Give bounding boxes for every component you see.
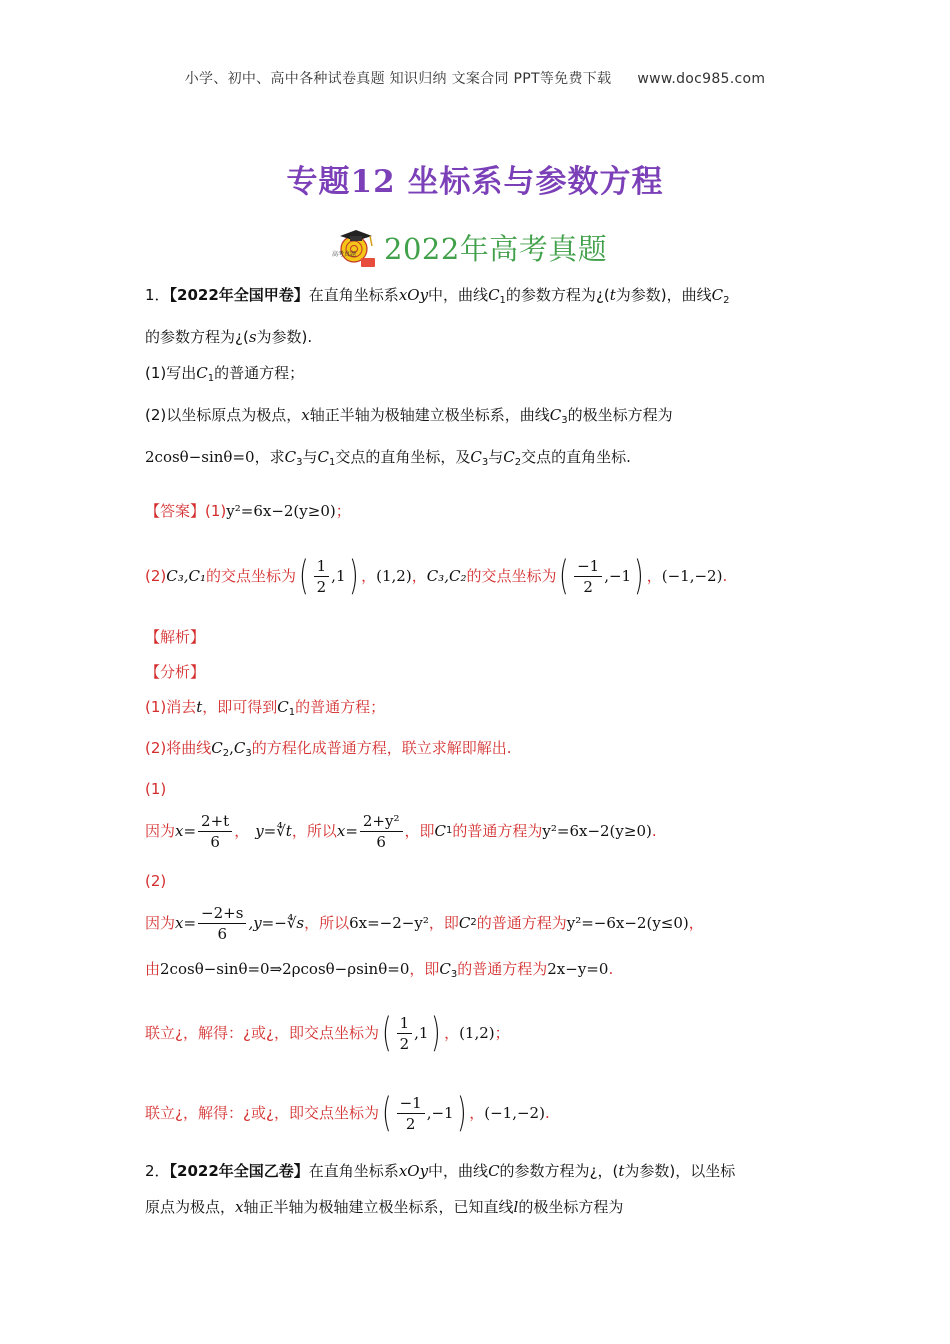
q1-part-2: (2)以坐标原点为极点，x轴正半轴为极轴建立极坐标系，曲线$C_3$的极坐标方程为: [145, 406, 673, 426]
q1-part-2-cont: 2cosθ−sinθ=0，求$C_3$与$C_1$交点的直角坐标，及$C_3$与$C_2$交点的直角坐标.: [145, 448, 631, 468]
q1-line-2: 的参数方程为¿(s为参数).: [145, 328, 313, 346]
page-header: [0, 68, 950, 88]
q2-line-2: 原点为极点，x轴正半轴为极轴建立极坐标系，已知直线l的极坐标方程为: [145, 1198, 624, 1216]
fenxi-label: 【分析】: [145, 663, 206, 681]
banner-text: 2022年高考真题: [384, 231, 608, 266]
solution-2-polar: 由2cosθ−sinθ=0⇒2ρcosθ−ρsinθ=0，即$C_3$的普通方程为2x−y=0.: [145, 960, 614, 980]
page-title: 专题12 坐标系与参数方程: [286, 164, 664, 200]
q1-part-1: (1)写出$C_1$的普通方程；: [145, 364, 305, 384]
q2-line-1: 2．【2022年全国乙卷】在直角坐标系xOy中，曲线C的参数方程为¿，(t为参数)，以坐标: [145, 1162, 736, 1180]
analysis-label: 【解析】: [145, 628, 206, 646]
mascot-caption: 高考真题: [332, 251, 357, 258]
solution-1: 因为 x= $\frac{2+t}{6}$ ， y=∜t ，所以 x= $\frac{\text{2+y²}}{6}$ ，即 C 1 的普通方程为 y²=6x−2(y≥0) .: [145, 811, 657, 851]
header-site-link[interactable]: www.doc985.com: [637, 71, 766, 87]
header-text: 小学、初中、高中各种试卷真题 知识归纳 文案合同 PPT等免费下载: [184, 71, 612, 87]
fenxi-1: (1)消去t，即可得到$C_1$的普通方程；: [145, 698, 386, 718]
scholar-mascot-icon: [330, 224, 380, 270]
answer-line-1: 【答案】(1)y²=6x−2(y≥0)；: [145, 502, 351, 520]
fenxi-2: (2)将曲线$C_2,C_3$的方程化成普通方程，联立求解即解出.: [145, 739, 512, 759]
solution-2-label: (2): [145, 872, 167, 890]
solution-1-label: (1): [145, 780, 167, 798]
solve-1: 联立 ¿ ，解得： ¿ 或 ¿ ，即交点坐标为 ( $\frac{1}{2}$ , 1 ) ， (1,2) ；: [145, 1010, 510, 1056]
answer-line-2: (2) C₃,C₁ 的交点坐标为 ( $\frac{1}{2}$ , 1 ) ， (1,2) ， C₃,C₂ 的交点坐标为 ( $\frac{-1}{2}$ , −1 ) ， (−1,−2) .: [145, 553, 728, 599]
document-body: [145, 280, 810, 1216]
q1-line-1: 1．【2022年全国甲卷】在直角坐标系xOy中，曲线$C_1$的参数方程为¿(t为参数)，曲线$C_2$: [145, 286, 730, 306]
solve-2: 联立 ¿ ，解得： ¿ 或 ¿ ，即交点坐标为 ( $\frac{-1}{2}$ , −1 ) ， (−1,−2) .: [145, 1090, 550, 1136]
section-banner: [330, 222, 607, 272]
solution-2: 因为 x= $\frac{-2+s}{6}$ ,y=−∜s ，所以 6x=−2−y² ，即 C 2 的普通方程为 y²=−6x−2(y≤0) ，: [145, 903, 704, 943]
